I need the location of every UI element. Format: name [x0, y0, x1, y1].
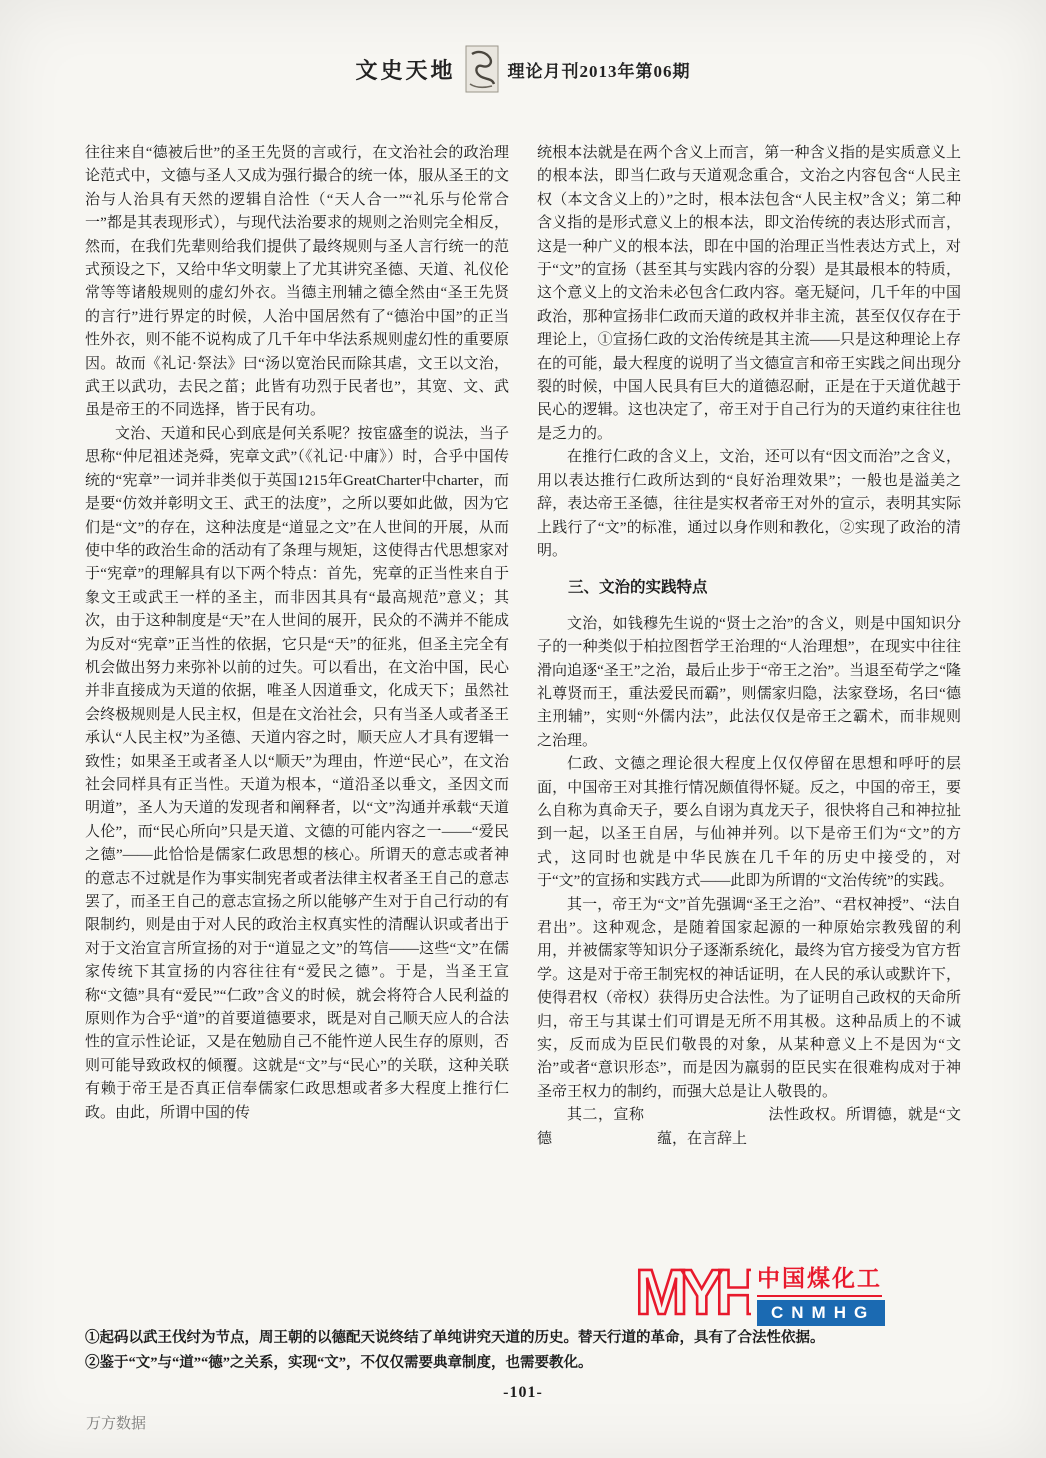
journal-logo-icon	[464, 44, 500, 94]
journal-header	[0, 44, 1046, 94]
journal-name: 文史天地	[355, 57, 456, 83]
footnotes	[85, 1326, 961, 1376]
cnmhg-logo-icon	[633, 1254, 751, 1335]
paragraph: 仁政、文德之理论很大程度上仅仅停留在思想和呼吁的层面，中国帝王对其推行情况颇值得怀疑。反之，中国的帝王，要么自称为真命天子，要么自诩为真龙天子，很快将自己和神拉扯到一起，以圣王自居，与仙神并列。以下是帝王们为“文”的方式，这同时也就是中华民族在几千年的历史中接受的，对于“文”的宣扬和实践方式——此即为所谓的“文治传统”的实践。	[537, 756, 961, 890]
left-column	[85, 142, 509, 1320]
cnmhg-text-block	[757, 1254, 885, 1326]
wanfang-watermark: 万方数据	[86, 1415, 147, 1432]
paragraph: 文治，如钱穆先生说的“贤士之治”的含义，则是中国知识分子的一种类似于柏拉图哲学王治理的“人治理想”，在现实中往往滑向追逐“圣王”之治，最后止步于“帝王之治”。当退至荀学之“隆礼尊贤而王，重法爱民而霸”，则儒家归隐，法家登场，名曰“德主刑辅”，实则“外儒内法”，此法仅仅是帝王之霸术，而非规则之治理。	[537, 615, 961, 749]
page-number: -101-	[503, 1384, 543, 1401]
cnmhg-company-name: 中国煤化工	[757, 1260, 882, 1297]
right-column	[537, 142, 961, 1320]
paragraph: 往往来自“德被后世”的圣王先贤的言或行，在文治社会的政治理论范式中，文德与圣人又成为强行撮合的统一体，服从圣王的文治与人治具有天然的逻辑自洽性（“天人合一”“礼乐与伦常合一”都是其表现形式），与现代法治要求的规则之治则完全相反，然而，在我们先辈则给我们提供了最终规则与圣人言行统一的范式预设之下，又给中华文明蒙上了尤其讲究圣德、天道、礼仪伦常等等诸般规则的虚幻外衣。当德主刑辅之德全然由“圣王先贤的言行”进行界定的时候，人治中国居然有了“德治中国”的正当性外衣，则不能不说构成了几千年中华法系规则虚幻性的重要原因。故而《礼记·祭法》曰“汤以宽治民而除其虐，文王以文治，武王以武功，去民之菑；此皆有功烈于民者也”，其宽、文、武虽是帝王的不同选择，皆于民有功。	[85, 145, 509, 419]
paragraph: 其二，宣称 法性政权。所谓德，就是“文德 蕴，在言辞上	[537, 1107, 961, 1147]
paragraph: 在推行仁政的含义上，文治，还可以有“因文而治”之含义，用以表达推行仁政所达到的“良好治理效果”；一般也是溢美之辞，表达帝王圣德，往往是实权者帝王对外的宣示，表明其实际上践行了“文”的标准，通过以身作则和教化，②实现了政治的清明。	[537, 449, 961, 559]
cnmhg-watermark	[633, 1254, 969, 1330]
paragraph: 统根本法就是在两个含义上而言，第一种含义指的是实质意义上的根本法，即当仁政与天道观念重合，文治之内容包含“人民主权（本文含义上的）”之时，根本法包含“人民主权”含义；第二种含义指的是形式意义上的根本法，即文治传统的表达形式而言，这是一种广义的根本法，即在中国的治理正当性表达方式上，对于“文”的宣扬（甚至其与实践内容的分裂）是其最根本的特质，这个意义上的文治未必包含仁政内容。毫无疑问，几千年的中国政治，那种宣扬非仁政而天道的政权并非主流，甚至仅仅存在于理论上，①宣扬仁政的文治传统是其主流——只是这种理论上存在的可能，最大程度的说明了当文德宣言和帝王实践之间出现分裂的时候，中国人民具有巨大的道德忍耐，正是在于天道优越于民心的逻辑。这也决定了，帝王对于自己行为的天道约束往往也是乏力的。	[537, 145, 961, 442]
footnote: ②鉴于“文”与“道”“德”之关系，实现“文”，不仅仅需要典章制度，也需要教化。	[85, 1355, 593, 1371]
svg-text:MYH: MYH	[635, 1256, 751, 1328]
issue-info: 理论月刊2013年第06期	[507, 61, 691, 81]
paragraph: 其一，帝王为“文”首先强调“圣王之治”、“君权神授”、“法自君出”。这种观念，是随着国家起源的一种原始宗教残留的利用，并被儒家等知识分子逐渐系统化，最终为官方接受为官方哲学。这是对于帝王制宪权的神话证明，在人民的承认或默许下，使得君权（帝权）获得历史合法性。为了证明自己政权的天命所归，帝王与其谋士们可谓是无所不用其极。这种品质上的不诚实，反而成为臣民们敬畏的对象，从某种意义上不是因为“文治”或者“意识形态”，而是因为羸弱的臣民实在很难构成对于神圣帝王权力的制约，而强大总是让人敬畏的。	[537, 896, 961, 1100]
cnmhg-abbreviation: CNMHG	[757, 1300, 885, 1326]
footnote: ①起码以武王伐纣为节点，周王朝的以德配天说终结了单纯讲究天道的历史。替天行道的革命，具有了合法性依据。	[85, 1330, 825, 1346]
section-heading: 三、文治的实践特点	[568, 579, 708, 597]
paragraph: 文治、天道和民心到底是何关系呢？按宦盛奎的说法，当子思称“仲尼祖述尧舜，宪章文武”（《礼记·中庸》）时，合乎中国传统的“宪章”一词并非类似于英国1215年GreatCharter中charter，而是要“仿效并彰明文王、武王的法度”，之所以要如此做，因为它们是“文”的存在，这种法度是“道显之文”在人世间的开展，从而使中华的政治生命的活动有了条理与规矩，这使得古代思想家对于“宪章”的理解具有以下两个特点：首先，宪章的正当性来自于象文王或武王一样的圣主，而非因其具有“最高规范”意义；其次，由于这种制度是“天”在人世间的展开，民众的不满并不能成为反对“宪章”正当性的依据，它只是“天”的征兆，但圣主完全有机会做出努力来弥补以前的过失。可以看出，在文治中国，民心并非直接成为天道的依据，唯圣人因道垂文，化成天下；虽然社会终极规则是人民主权，但是在文治社会，只有当圣人或者圣王承认“人民主权”为圣德、天道内容之时，顺天应人才具有逻辑一致性；如果圣王或者圣人以“顺天”为理由，忤逆“民心”，在文治社会同样具有正当性。天道为根本，“道沿圣以垂文，圣因文而明道”，圣人为天道的发现者和阐释者，以“文”沟通并承载“天道人伦”，而“民心所向”只是天道、文德的可能内容之一——“爱民之德”——此恰恰是儒家仁政思想的核心。所谓天的意志或者神的意志不过就是作为事实制宪者或者法律主权者圣王自己的意志罢了，而圣王自己的意志宣扬之所以能够产生对于自己行动的有限制约，则是由于对人民的政治主权真实性的清醒认识或者出于对于文治宣言所宣扬的对于“道显之文”的笃信——这些“文”在儒家传统下其宣扬的内容往往有“爱民之德”。于是，当圣王宣称“文德”具有“爱民”“仁政”含义的时候，就会将符合人民利益的原则作为合乎“道”的首要道德要求，既是对自己顺天应人的合法性的宣示性论证，又是在勉励自己不能忤逆人民生存的原则，否则可能导致政权的倾覆。这就是“文”与“民心”的关联，这种关联有赖于帝王是否真正信奉儒家仁政思想或者多大程度上推行仁政。由此，所谓中国的传	[85, 425, 509, 1121]
